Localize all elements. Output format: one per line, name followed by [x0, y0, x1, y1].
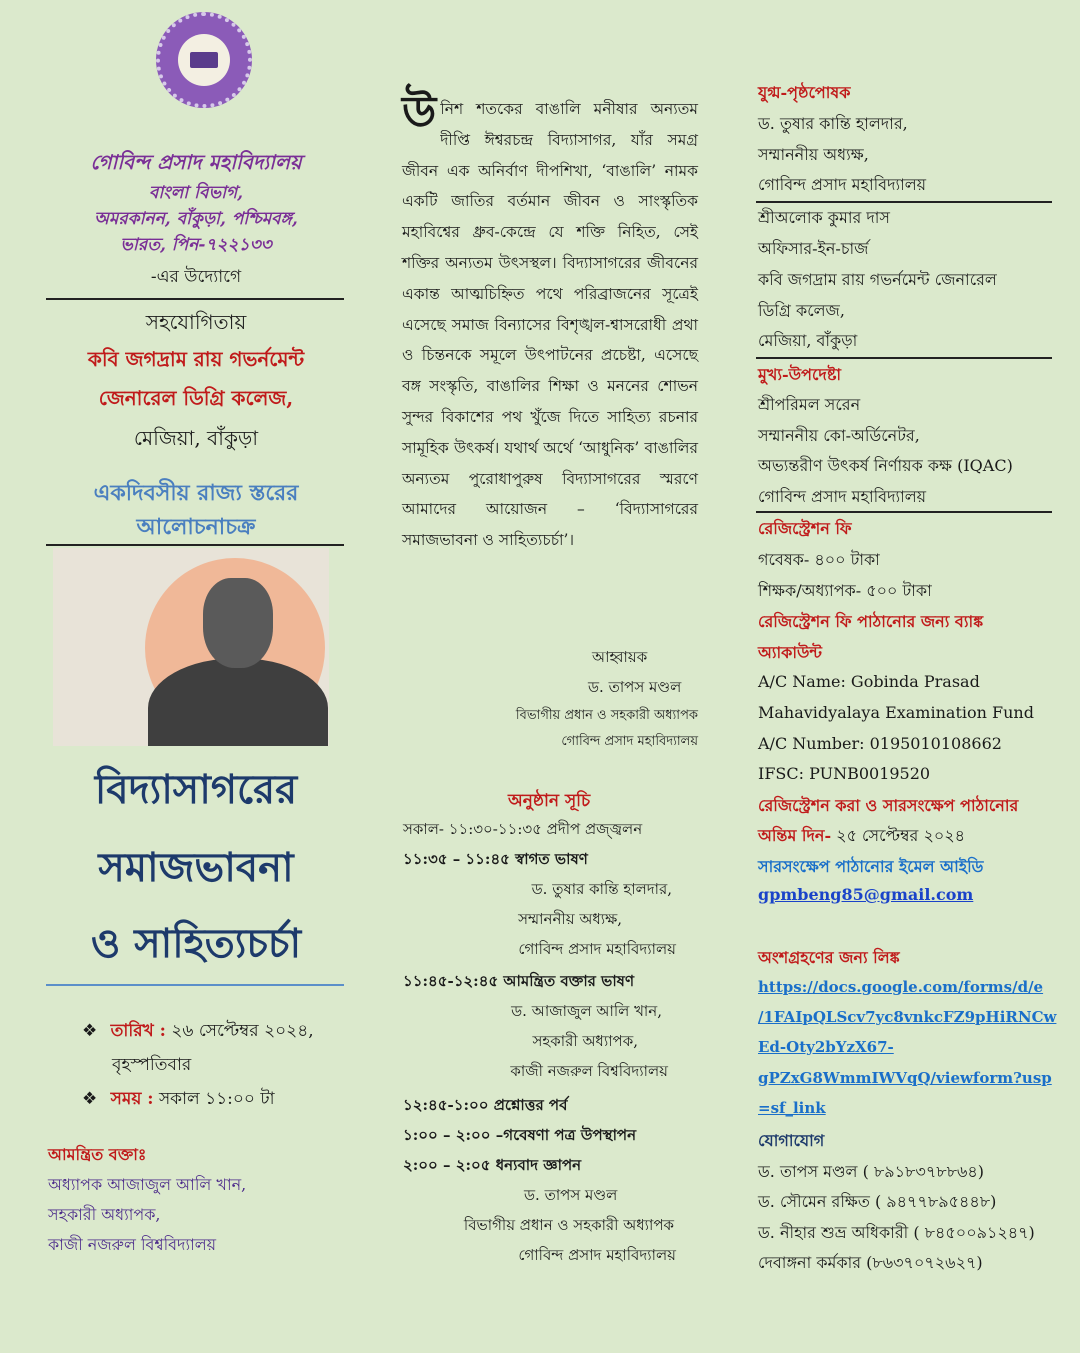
contact-item: ড. সৌমেন রক্ষিত ( ৯৪৭৭৮৯৫৪৪৮) [758, 1192, 997, 1211]
department: বাংলা বিভাগ, [148, 183, 244, 203]
convener-label: আহ্বায়ক [592, 648, 648, 666]
fee-teacher: শিক্ষক/অধ্যাপক- ৫০০ টাকা [758, 581, 932, 600]
convener-college: গোবিন্দ প্রসাদ মহাবিদ্যালয় [561, 734, 698, 749]
program-detail: ড. আজাজুল আলি খান, [511, 1002, 662, 1020]
program-detail: ড. তুষার কান্তি হালদার, [531, 880, 672, 898]
section-heading-fee: রেজিস্ট্রেশন ফি [758, 519, 852, 538]
contact-item: দেবাঙ্গনা কর্মকার (৮৬৩৭০৭২৬২৭) [758, 1253, 983, 1272]
title-line-1: বিদ্যাসাগরের [94, 766, 298, 813]
email-link[interactable]: gpmbeng85@gmail.com [758, 885, 974, 904]
time-value: সকাল ১১:০০ টা [158, 1089, 275, 1109]
program-item: ১২:৪৫-১:০০ প্রশ্নোত্তর পর্ব [403, 1096, 568, 1114]
registration-link[interactable]: Ed-Oty2bYzX67- [758, 1038, 894, 1056]
program-detail: বিভাগীয় প্রধান ও সহকারী অধ্যাপক [463, 1216, 674, 1234]
diamond-bullet-icon: ❖ [82, 1089, 98, 1109]
date-label: তারিখ : [110, 1021, 166, 1041]
deadline-row [758, 823, 965, 850]
registration-link[interactable]: /1FAIpQLScv7yc8vnkcFZ9pHiRNCw [758, 1008, 1057, 1026]
divider [756, 511, 1052, 513]
patron-post: সম্মাননীয় অধ্যক্ষ, [758, 145, 869, 164]
section-heading-patron: যুগ্ম-পৃষ্ঠপোষক [758, 83, 851, 102]
fee-researcher: গবেষক- ৪০০ টাকা [758, 550, 880, 569]
advisor-college: গোবিন্দ প্রসাদ মহাবিদ্যালয় [758, 487, 927, 506]
patron-name: ড. তুষার কান্তি হালদার, [758, 114, 908, 133]
patron2-college: কবি জগদ্রাম রায় গভর্নমেন্ট জেনারেল [758, 270, 997, 289]
program-detail: সম্মাননীয় অধ্যক্ষ, [518, 910, 622, 928]
divider [756, 201, 1052, 203]
divider [46, 544, 344, 546]
deadline-label: অন্তিম দিন- [758, 826, 832, 845]
program-detail: কাজী নজরুল বিশ্ববিদ্যালয় [510, 1062, 668, 1080]
patron2-name: শ্রীঅলোক কুমার দাস [758, 208, 890, 227]
program-item: ১:০০ – ২:০০ –গবেষণা পত্র উপস্থাপন [403, 1126, 637, 1144]
dropcap: উ [402, 87, 437, 138]
patron2-post: অফিসার-ইন-চার্জ [758, 239, 869, 258]
intro-paragraph [402, 87, 698, 556]
convener-post: বিভাগীয় প্রধান ও সহকারী অধ্যাপক [515, 708, 698, 723]
speaker-affiliation: কাজী নজরুল বিশ্ববিদ্যালয় [48, 1235, 217, 1254]
registration-link[interactable]: https://docs.google.com/forms/d/e [758, 978, 1044, 996]
partner-location: মেজিয়া, বাঁকুড়া [133, 426, 259, 450]
registration-link[interactable]: =sf_link [758, 1099, 826, 1117]
email-heading: সারসংক্ষেপ পাঠানোর ইমেল আইডি [758, 857, 984, 876]
divider [46, 984, 344, 986]
title-line-3: ও সাহিত্যচর্চা [90, 920, 302, 967]
speaker-post: সহকারী অধ্যাপক, [48, 1205, 161, 1224]
divider [46, 298, 344, 300]
deadline-value: ২৫ সেপ্টেম্বর ২০২৪ [831, 826, 966, 845]
advisor-name: শ্রীপরিমল সরেন [758, 395, 861, 414]
section-heading-bank: রেজিস্ট্রেশন ফি পাঠানোর জন্য ব্যাঙ্ক [758, 612, 984, 631]
convener-name: ড. তাপস মণ্ডল [588, 678, 682, 696]
program-heading: অনুষ্ঠান সূচি [508, 791, 591, 811]
diamond-bullet-icon: ❖ [82, 1021, 98, 1041]
college-logo [156, 12, 252, 108]
program-item: ১১:৩৫ – ১১:৪৫ স্বাগত ভাষণ [403, 850, 588, 868]
program-detail: ড. তাপস মণ্ডল [524, 1186, 618, 1204]
contact-item: ড. তাপস মণ্ডল ( ৮৯১৮৩৭৮৮৬৪) [758, 1162, 985, 1181]
time-label: সময় : [110, 1089, 154, 1109]
registration-link[interactable]: gPZxG8WmmIWVqQ/viewform?usp [758, 1069, 1052, 1087]
partner-name-2: জেনারেল ডিগ্রি কলেজ, [98, 386, 294, 410]
advisor-cell: অভ্যন্তরীণ উৎকর্ষ নির্ণায়ক কক্ষ (IQAC) [758, 456, 1013, 475]
date-row [82, 1018, 314, 1046]
account-number: A/C Number: 0195010108662 [758, 734, 1002, 753]
patron2-location: মেজিয়া, বাঁকুড়া [758, 331, 858, 350]
date-value: ২৬ সেপ্টেম্বর ২০২৪, [171, 1021, 314, 1041]
intro-text: নিশ শতকের বাঙালি মনীষার অন্যতম দীপ্তি ঈশ্বরচন্দ্র বিদ্যাসাগর, যাঁর সমগ্র জীবন এক অনির্বাণ দীপশিখা, ‘বাঙালি’ নামক একটি জাতির বর্তমান জীবন ও সাংস্কৃতিক মহাবিশ্বের ধ্রুব-কেন্দ্রে যে শক্তি নিহিত, সেই শক্তির অন্যতম উৎসস্থল। বিদ্যাসাগরের জীবনের একান্ত আত্মচিহ্নিত পথে পরিব্রাজনের সূত্রেই এসেছে সমাজ বিন্যাসের বিশৃঙ্খল-শ্বাসরোধী প্রথা ও চিন্তনকে সমূলে উৎপাটনের প্রচেষ্টা, এসেছে বঙ্গ সংস্কৃতি, বাঙালির শিক্ষা ও মননের শোভন সুন্দর বিকাশের পথ খুঁজে দিতে সাহিত্য রচনার সামূহিক উৎকর্ষ। যথার্থ অর্থে ‘আধুনিক’ বাঙালির অন্যতম পুরোধাপুরুষ বিদ্যাসাগরের স্মরণে আমাদের আয়োজন – ‘বিদ্যাসাগরের সমাজভাবনা ও সাহিত্যচর্চা’। [402, 100, 698, 550]
advisor-post: সম্মাননীয় কো-অর্ডিনেটর, [758, 426, 920, 445]
account-name: A/C Name: Gobinda Prasad [758, 672, 980, 691]
time-row [82, 1086, 275, 1114]
deadline-heading: রেজিস্ট্রেশন করা ও সারসংক্ষেপ পাঠানোর [758, 796, 1019, 815]
section-heading-bank-2: অ্যাকাউন্ট [758, 643, 823, 662]
section-heading-advisor: মুখ্য-উপদেষ্টা [758, 365, 842, 384]
registration-link-heading: অংশগ্রহণের জন্য লিঙ্ক [758, 948, 900, 967]
program-item: সকাল- ১১:৩০-১১:৩৫ প্রদীপ প্রজ্জ্বলন [403, 820, 643, 838]
title-line-2: সমাজভাবনা [98, 844, 294, 891]
speaker-name: অধ্যাপক আজাজুল আলি খান, [48, 1175, 247, 1194]
partner-name-1: কবি জগদ্রাম রায় গভর্নমেন্ট [87, 347, 305, 371]
divider [756, 357, 1052, 359]
contact-heading: যোগাযোগ [758, 1131, 825, 1150]
contact-item: ড. নীহার শুভ্র অধিকারী ( ৮৪৫০০৯১২৪৭) [758, 1223, 1035, 1242]
patron-college: গোবিন্দ প্রসাদ মহাবিদ্যালয় [758, 175, 927, 194]
program-item: ২:০০ – ২:০৫ ধন্যবাদ জ্ঞাপন [403, 1156, 582, 1174]
seminar-type: একদিবসীয় রাজ্য স্তরের [93, 480, 299, 506]
cooperation-label: সহযোগিতায় [145, 310, 247, 334]
seminar-label: আলোচনাচক্র [136, 514, 256, 540]
program-detail: গোবিন্দ প্রসাদ মহাবিদ্যালয় [518, 940, 676, 958]
patron2-college-2: ডিগ্রি কলেজ, [758, 301, 845, 320]
initiative-text: -এর উদ্যোগে [150, 267, 242, 287]
portrait-image [53, 548, 329, 746]
address-line-1: অমরকানন, বাঁকুড়া, পশ্চিমবঙ্গ, [94, 209, 298, 229]
speaker-heading: আমন্ত্রিত বক্তাঃ [48, 1145, 147, 1164]
ifsc-code: IFSC: PUNB0019520 [758, 764, 931, 783]
college-name: গোবিন্দ প্রসাদ মহাবিদ্যালয় [90, 150, 302, 174]
address-line-2: ভারত, পিন-৭২২১৩৩ [120, 235, 272, 255]
program-detail: গোবিন্দ প্রসাদ মহাবিদ্যালয় [518, 1246, 676, 1264]
account-name-2: Mahavidyalaya Examination Fund [758, 703, 1034, 722]
program-detail: সহকারী অধ্যাপক, [532, 1032, 638, 1050]
day-value: বৃহস্পতিবার [112, 1055, 192, 1075]
program-item: ১১:৪৫-১২:৪৫ আমন্ত্রিত বক্তার ভাষণ [403, 972, 635, 990]
